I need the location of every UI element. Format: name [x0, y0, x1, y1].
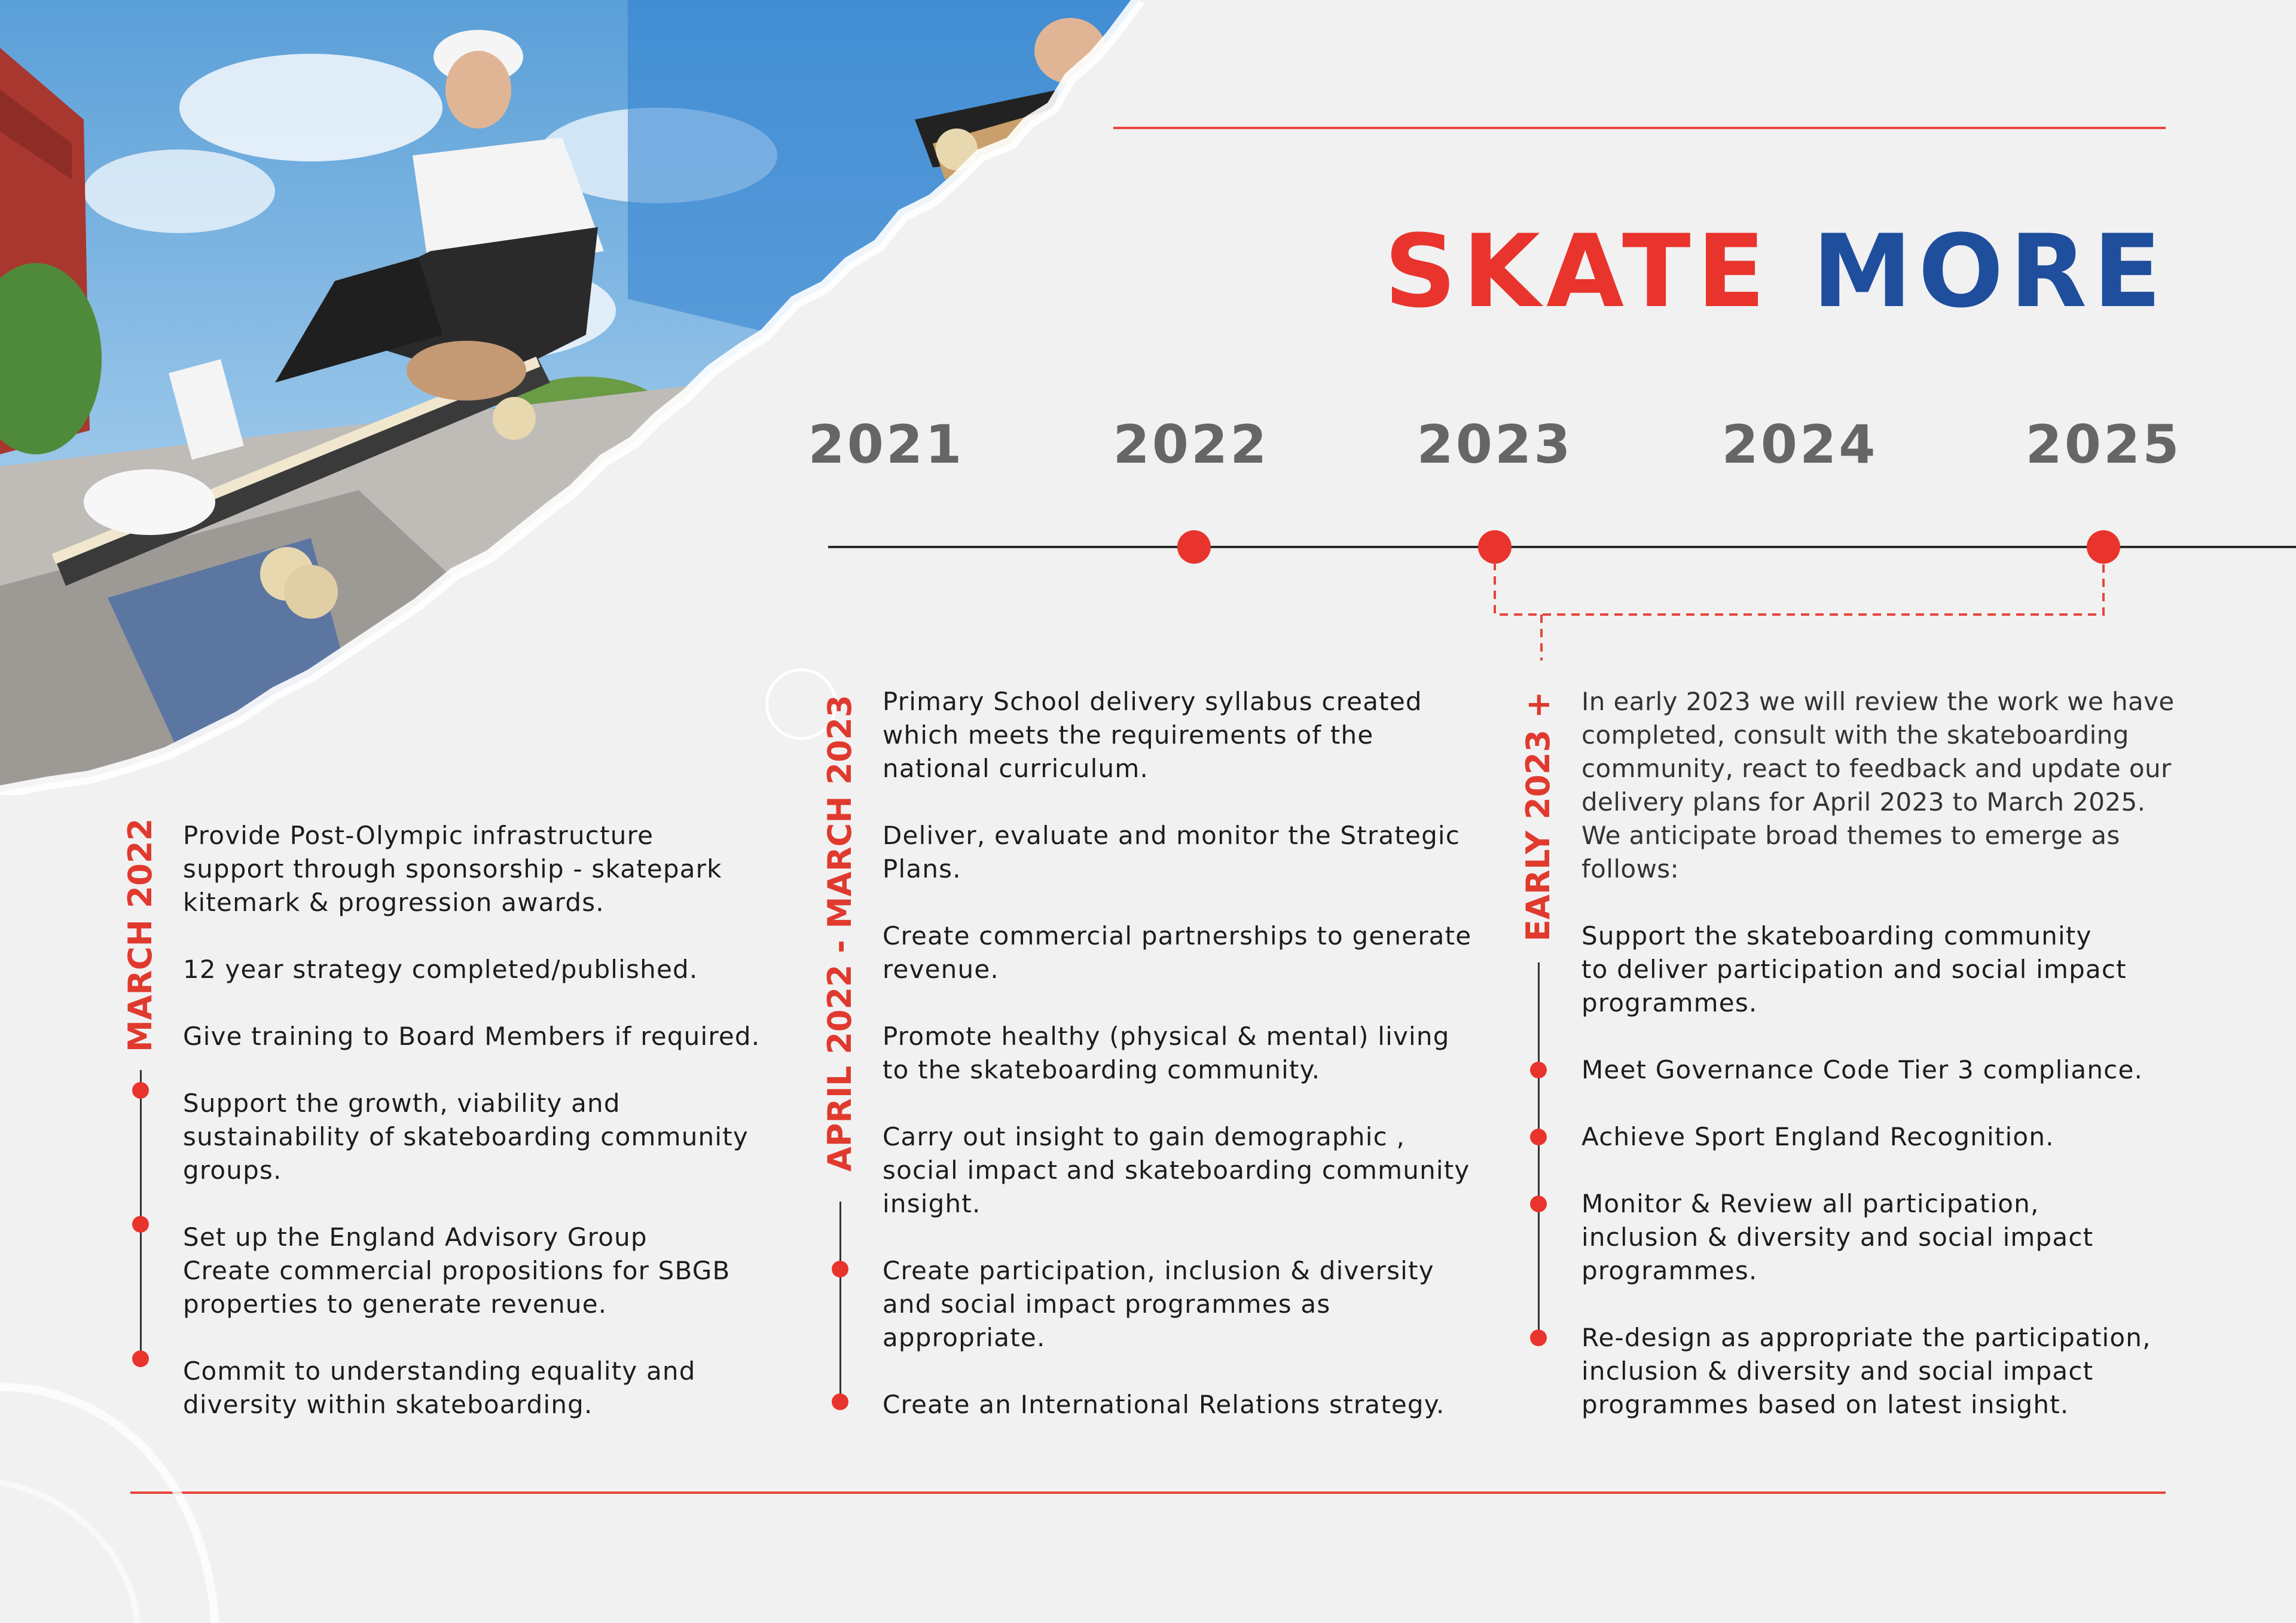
column3-bullet-4	[1530, 1329, 1547, 1346]
timeline-dot-2023	[1478, 530, 1512, 564]
column1-item: Commit to understanding equality and diversity within skateboarding.	[183, 1356, 696, 1419]
column1-bullet-1	[132, 1082, 149, 1099]
column3-item: Re-design as appropriate the participation, inclusion & diversity and social impact programmes based on latest insight.	[1581, 1323, 2151, 1419]
column2-item: Create participation, inclusion & diversity and social impact programmes as appropriate.	[883, 1256, 1434, 1352]
column3-item: Support the skateboarding community to deliver participation and social impact programmes.	[1581, 921, 2127, 1017]
column2-item: Carry out insight to gain demographic , social impact and skateboarding community insight.	[883, 1122, 1470, 1218]
year-2023: 2023	[1416, 414, 1573, 475]
period-label-early-2023: EARLY 2023 +	[1519, 691, 1557, 942]
column2-bullet-2	[832, 1393, 848, 1410]
column2-item: Deliver, evaluate and monitor the Strategic Plans.	[883, 821, 1461, 884]
top-rule	[1113, 127, 2166, 129]
column2-item: Primary School delivery syllabus created which meets the requirements of the national curriculum.	[883, 687, 1422, 783]
column1-item: 12 year strategy completed/published.	[183, 955, 698, 984]
year-2022: 2022	[1113, 414, 1269, 475]
timeline-line	[828, 546, 2296, 548]
column1-item: Set up the England Advisory Group Create commercial propositions for SBGB properties to generate revenue.	[183, 1222, 731, 1319]
column1-item: Provide Post-Olympic infrastructure support through sponsorship - skatepark kitemark & progression awards.	[183, 821, 722, 917]
column2-bullet-1	[832, 1261, 848, 1277]
column3-item: Monitor & Review all participation, inclusion & diversity and social impact programmes.	[1581, 1189, 2094, 1285]
year-2021: 2021	[808, 414, 964, 475]
period-label-march-2022: MARCH 2022	[121, 818, 159, 1052]
column2-item: Create commercial partnerships to generate revenue.	[883, 921, 1472, 984]
column3-item: Achieve Sport England Recognition.	[1581, 1122, 2054, 1151]
skateboarder-photo	[0, 0, 1172, 795]
title-skate: SKATE	[1384, 213, 1772, 330]
column1-bullet-2	[132, 1216, 149, 1233]
decorative-swirl	[0, 1315, 299, 1623]
timeline-dot-2025	[2087, 530, 2120, 564]
column3-bullet-2	[1530, 1129, 1547, 1145]
column3-item: Meet Governance Code Tier 3 compliance.	[1581, 1055, 2144, 1084]
column3-items	[1581, 685, 2179, 1455]
year-2024: 2024	[1721, 414, 1878, 475]
dashed-bracket	[1489, 562, 2111, 664]
column2-item: Promote healthy (physical & mental) living to the skateboarding community.	[883, 1022, 1450, 1084]
column3-bullet-3	[1530, 1196, 1547, 1212]
column3-connector-line	[1538, 962, 1540, 1339]
timeline-dot-2022	[1177, 530, 1211, 564]
year-2025: 2025	[2025, 414, 2182, 475]
period-label-april-2022-march-2023: APRIL 2022 - MARCH 2023	[821, 695, 859, 1172]
bottom-rule	[130, 1491, 2166, 1494]
column2-item: Create an International Relations strategy.	[883, 1390, 1445, 1419]
column3-intro: In early 2023 we will review the work we have completed, consult with the skateboarding community, react to feedback and update our delivery plans for April 2023 to March 2025. We anticipate broad themes to emerge as follows:	[1581, 687, 2175, 884]
column1-item: Support the growth, viability and sustainability of skateboarding community groups.	[183, 1089, 749, 1185]
column3-bullet-1	[1530, 1062, 1547, 1078]
title-more: MORE	[1812, 213, 2167, 330]
column2-items	[883, 685, 1480, 1455]
column2-connector-line	[839, 1202, 841, 1402]
page-title	[1384, 213, 2167, 330]
column1-item: Give training to Board Members if required.	[183, 1022, 761, 1051]
